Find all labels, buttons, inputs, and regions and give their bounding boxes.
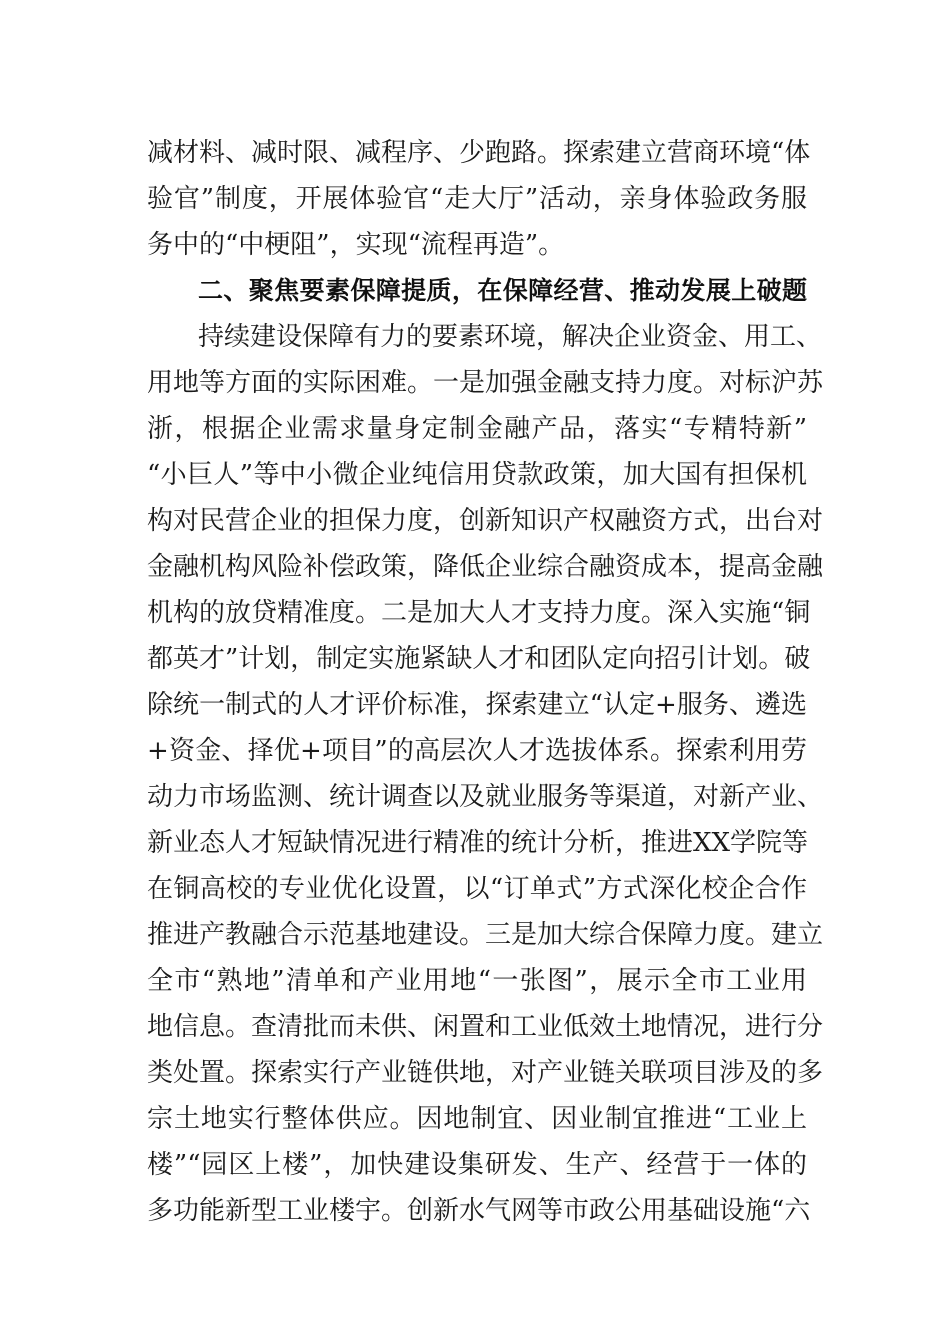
text-line: 多功能新型工业楼宇。创新水气网等市政公用基础设施“六 <box>147 1196 811 1226</box>
text-line: 宗土地实行整体供应。因地制宜、因业制宜推进“工业上 <box>147 1104 807 1134</box>
text-line: 动力市场监测、统计调查以及就业服务等渠道，对新产业、 <box>147 782 824 812</box>
section-heading: 二、聚焦要素保障提质，在保障经营、推动发展上破题 <box>198 276 807 305</box>
text-line: 持续建设保障有力的要素环境，解决企业资金、用工、 <box>198 322 823 352</box>
text-line: 构对民营企业的担保力度，创新知识产权融资方式，出台对 <box>147 506 824 536</box>
text-line: +资金、择优+项目”的高层次人才选拔体系。探索利用劳 <box>147 736 807 766</box>
text-line: 验官”制度，开展体验官“走大厅”活动，亲身体验政务服 <box>147 184 807 214</box>
text-line: 用地等方面的实际困难。一是加强金融支持力度。对标沪苏 <box>147 368 824 398</box>
text-line: 减材料、减时限、减程序、少跑路。探索建立营商环境“体 <box>147 138 811 168</box>
text-line: 在铜高校的专业优化设置，以“订单式”方式深化校企合作 <box>147 874 807 904</box>
text-line: 除统一制式的人才评价标准，探索建立“认定+服务、遴选 <box>147 690 807 720</box>
text-line: 全市“熟地”清单和产业用地“一张图”，展示全市工业用 <box>147 966 807 996</box>
text-line: 楼”“园区上楼”，加快建设集研发、生产、经营于一体的 <box>147 1150 807 1180</box>
text-line: 务中的“中梗阻”，实现“流程再造”。 <box>147 230 565 260</box>
text-line: 类处置。探索实行产业链供地，对产业链关联项目涉及的多 <box>147 1058 824 1088</box>
text-line: 机构的放贷精准度。二是加大人才支持力度。深入实施“铜 <box>147 598 811 628</box>
text-line: 金融机构风险补偿政策，降低企业综合融资成本，提高金融 <box>147 552 824 582</box>
text-line: “小巨人”等中小微企业纯信用贷款政策，加大国有担保机 <box>147 460 807 490</box>
text-line: 新业态人才短缺情况进行精准的统计分析，推进XX学院等 <box>147 828 809 858</box>
text-line: 浙，根据企业需求量身定制金融产品，落实“专精特新” <box>147 414 807 444</box>
text-line: 都英才”计划，制定实施紧缺人才和团队定向招引计划。破 <box>147 644 811 674</box>
text-line: 推进产教融合示范基地建设。三是加大综合保障力度。建立 <box>147 920 824 950</box>
text-line: 地信息。查清批而未供、闲置和工业低效土地情况，进行分 <box>147 1012 824 1042</box>
